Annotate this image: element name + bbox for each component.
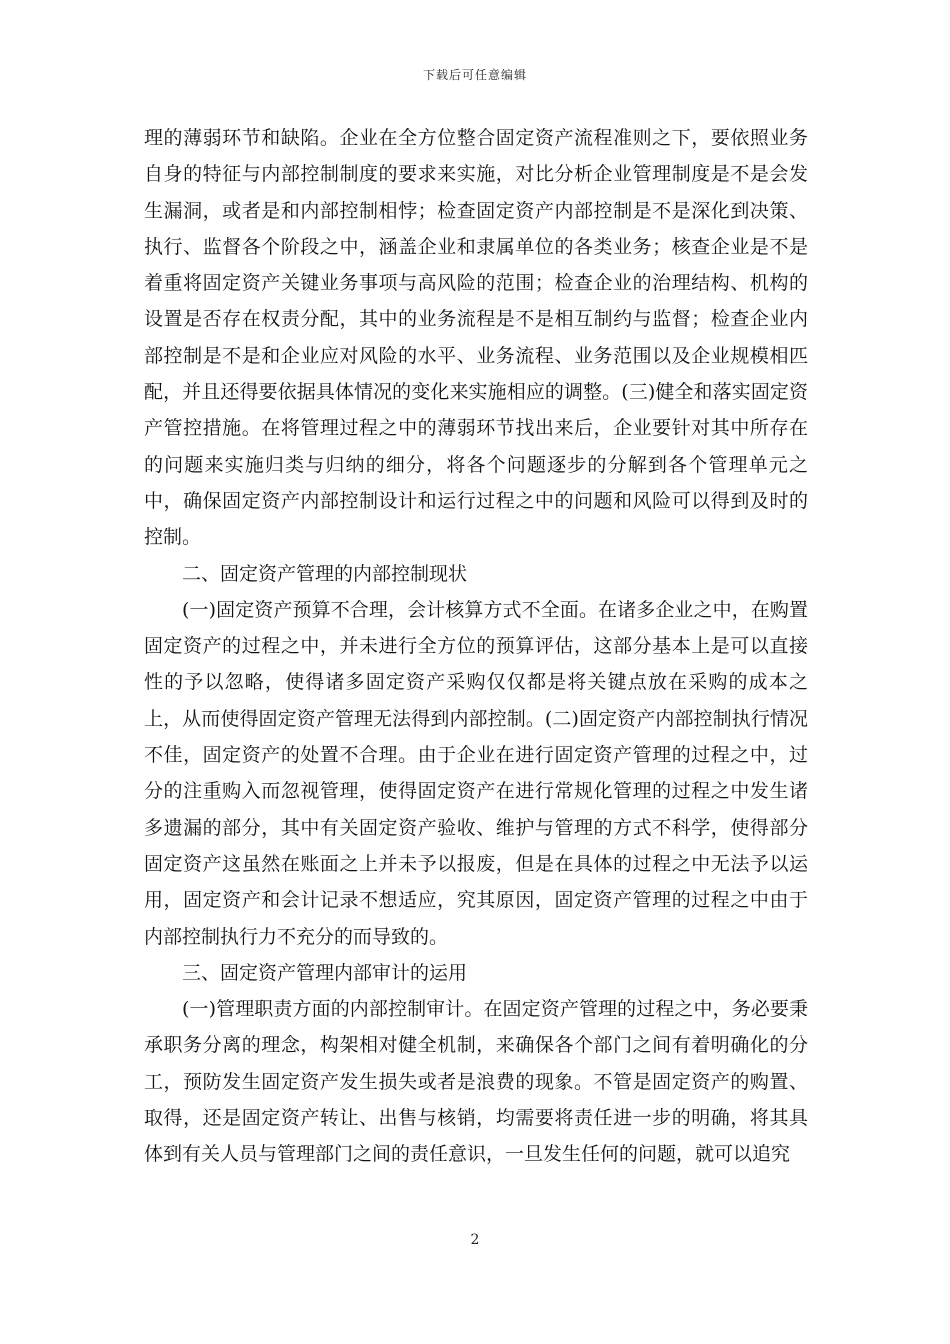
page-header: 下载后可任意编辑 xyxy=(422,68,527,82)
paragraph-section-2: (一)固定资产预算不合理，会计核算方式不全面。在诸多企业之中，在购置固定资产的过程之中，并未进行全方位的预算评估，这部分基本上是可以直接性的予以忽略，使得诸多固定资产采购仅仅都是将关键点放在采购的成本之上，从而使得固定资产管理无法得到内部控制。(二)固定资产内部控制执行情况不佳，固定资产的处置不合理。由于企业在进行固定资产管理的过程之中，过分的注重购入而忽视管理，使得固定资产在进行常规化管理的过程之中发生诸多遗漏的部分，其中有关固定资产验收、维护与管理的方式不科学，使得部分固定资产这虽然在账面之上并未予以报废，但是在具体的过程之中无法予以运用，固定资产和会计记录不想适应，究其原因，固定资产管理的过程之中由于内部控制执行力不充分的而导致的。 xyxy=(144,598,808,948)
paragraph-continued: 理的薄弱环节和缺陷。企业在全方位整合固定资产流程准则之下，要依照业务自身的特征与内部控制制度的要求来实施，对比分析企业管理制度是不是会发生漏洞，或者是和内部控制相悖；检查固定资产内部控制是不是深化到决策、执行、监督各个阶段之中，涵盖企业和隶属单位的各类业务；核查企业是不是着重将固定资产关键业务事项与高风险的范围；检查企业的治理结构、机构的设置是否存在权责分配，其中的业务流程是不是相互制约与监督；检查企业内部控制是不是和企业应对风险的水平、业务流程、业务范围以及企业规模相匹配，并且还得要依据具体情况的变化来实施相应的调整。(三)健全和落实固定资产管控措施。在将管理过程之中的薄弱环节找出来后，企业要针对其中所存在的问题来实施归类与归纳的细分，将各个问题逐步的分解到各个管理单元之中，确保固定资产内部控制设计和运行过程之中的问题和风险可以得到及时的控制。 xyxy=(144,127,808,549)
section-heading-3: 三、固定资产管理内部审计的运用 xyxy=(182,961,468,984)
section-heading-2: 二、固定资产管理的内部控制现状 xyxy=(182,562,468,585)
document-body xyxy=(144,120,808,1173)
paragraph-section-3: (一)管理职责方面的内部控制审计。在固定资产管理的过程之中，务必要秉承职务分离的理念，构架相对健全机制，来确保各个部门之间有着明确化的分工，预防发生固定资产发生损失或者是浪费的现象。不管是固定资产的购置、取得，还是固定资产转让、出售与核销，均需要将责任进一步的明确，将其具体到有关人员与管理部门之间的责任意识，一旦发生任何的问题，就可以追究 xyxy=(144,998,808,1166)
page-number: 2 xyxy=(470,1232,480,1248)
